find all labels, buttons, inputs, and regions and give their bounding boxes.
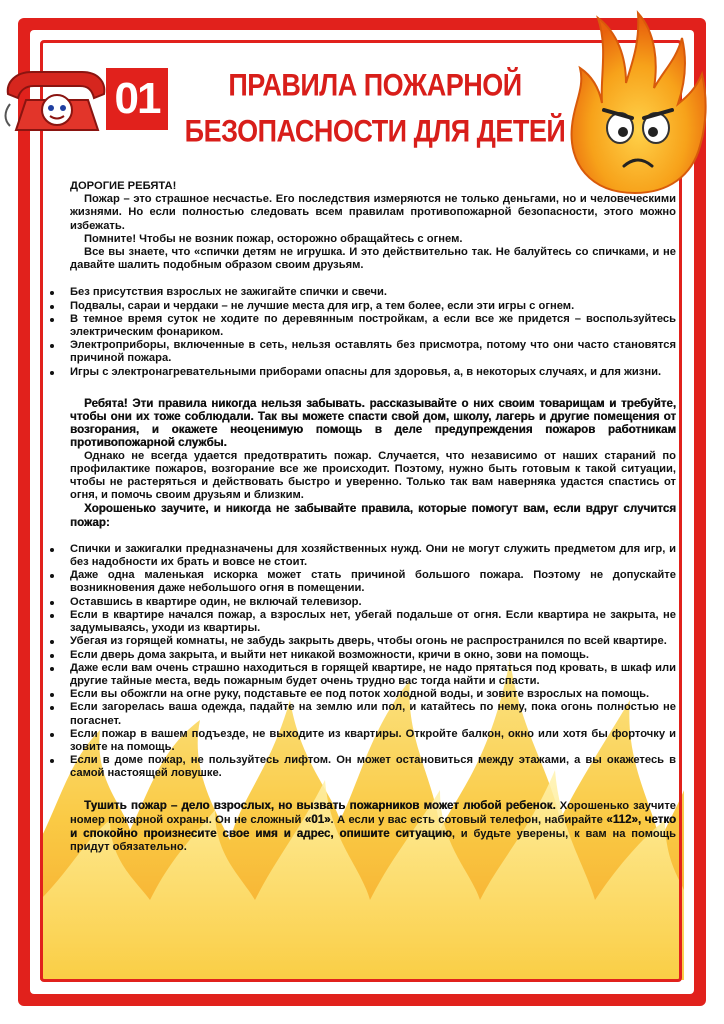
- list-item: Даже если вам очень страшно находиться в горящей квартире, не надо прятаться под кровать, в шкаф или другие тайные места, ведь пожарным будет очень трудно вас тогда найти и спасти.: [70, 661, 676, 687]
- list-item: Без присутствия взрослых не зажигайте спички и свечи.: [70, 286, 387, 299]
- middle-paragraph: Однако не всегда удается предотвратить пожар. Случается, что независимо от наших стараний по профилактике пожаров, возгорание все же происходит. Поэтому, нужно быть готовым к такой ситуации, чтобы не растеряться и действовать быстро и уверенно. Только так вам наверняка удастся спастись от огня, и помочь своим друзьям и близким.: [70, 449, 676, 502]
- content-body: [70, 180, 676, 854]
- final-bold-sentence: Тушить пожар – дело взрослых, но вызвать пожарников может любой ребенок.: [84, 798, 556, 812]
- angry-flame-mascot-icon: [560, 8, 710, 198]
- fire-number-01: «01»: [304, 812, 331, 826]
- intro-paragraph-2: Помните! Чтобы не возник пожар, осторожно обращайтесь с огнем.: [84, 232, 463, 245]
- list-item: Электроприборы, включенные в сеть, нельзя оставлять без присмотра, потому что они часто становятся причиной пожара.: [70, 339, 676, 365]
- middle-bold-paragraph: Ребята! Эти правила никогда нельзя забывать. рассказывайте о них своим товарищам и требуйте, чтобы они их тоже соблюдали. Так вы можете спасти свой дом, школу, лагерь и другие помещения от возгорания, и окажете неоценимую помощь в деле предупреждения пожаров работникам противопожарной службы.: [70, 396, 676, 450]
- list-item: Если в квартире начался пожар, а взрослых нет, убегай подальше от огня. Если квартира не закрыта, не задумываясь, уходи из квартиры.: [70, 608, 676, 635]
- list-item: Игры с электронагревательными приборами опасны для здоровья, а, в некоторых случаях, и для жизни.: [70, 365, 662, 378]
- emergency-number-badge: 01: [106, 68, 168, 130]
- list-item: Убегая из горящей комнаты, не забудь закрыть дверь, чтобы огонь не распространился по всей квартире.: [70, 635, 667, 648]
- greeting: ДОРОГИЕ РЕБЯТА!: [70, 180, 177, 192]
- final-text-a: Хорошенько заучите номер пожарной охраны. Он не сложный: [70, 799, 677, 826]
- page-title: [180, 62, 570, 154]
- final-text-b: . А если у вас есть сотовый телефон, набирайте: [330, 813, 607, 826]
- list-item: Даже одна маленькая искорка может стать причиной большого пожара. Поэтому не допускайте возникновения даже небольшого огня в помещении.: [70, 569, 676, 595]
- telephone-mascot-icon: [2, 64, 112, 136]
- intro-paragraph-3: Все вы знаете, что «спички детям не игрушка. И это действительно так. Не балуйтесь со спичками, и не давайте шалить подобным образом своим друзьям.: [70, 246, 676, 272]
- list-item: В темное время суток не ходите по деревянным постройкам, а если все же придется – воспользуйтесь электрическим фонариком.: [70, 312, 676, 339]
- list-item: Подвалы, сараи и чердаки – не лучшие места для игр, а тем более, если эти игры с огнем.: [70, 299, 575, 312]
- list-item: Если вы обожгли на огне руку, подставьте ее под поток холодной воды, и зовите взрослых на помощь.: [70, 688, 650, 701]
- list-item: Если дверь дома закрыта, и выйти нет никакой возможности, кричи в окно, зови на помощь.: [70, 648, 589, 661]
- final-paragraph: [70, 799, 676, 855]
- middle-bold-paragraph-2: Хорошенько заучите, и никогда не забывайте правила, которые помогут вам, если вдруг случится пожар:: [70, 502, 676, 529]
- list-item: Если пожар в вашем подъезде, не выходите из квартиры. Откройте балкон, окно или хотя бы форточку и зовите на помощь.: [70, 727, 676, 753]
- title-line-1: ПРАВИЛА ПОЖАРНОЙ: [228, 67, 522, 103]
- title-line-2: БЕЗОПАСНОСТИ ДЛЯ ДЕТЕЙ: [184, 113, 566, 149]
- list-item: Оставшись в квартире один, не включай телевизор.: [70, 595, 362, 608]
- rules-list-1: [70, 286, 676, 378]
- list-item: Если загорелась ваша одежда, падайте на землю или пол, и катайтесь по нему, пока огонь полностью не погаснет.: [70, 701, 676, 727]
- final-text-c: , четко и спокойно произнесите свое имя и адрес, опишите ситуацию: [70, 812, 676, 840]
- list-item: Спички и зажигалки предназначены для хозяйственных нужд. Они не могут служить предметом для игр, и без надобности их брать и вовсе не стоит.: [70, 542, 676, 569]
- rules-list-2: [70, 543, 676, 781]
- emergency-number-112: «112»: [606, 812, 638, 826]
- final-text-d: , и будьте уверены, к вам на помощь придут обязательно.: [70, 827, 676, 854]
- list-item: Если в доме пожар, не пользуйтесь лифтом. Он может остановиться между этажами, а вы окажетесь в самой настоящей ловушке.: [70, 754, 676, 780]
- intro-paragraph-1: Пожар – это страшное несчастье. Его последствия измеряются не только деньгами, но и человеческими жизнями. Но если полностью следовать всем правилам противопожарной безопасности, этого можно избежать.: [70, 193, 676, 232]
